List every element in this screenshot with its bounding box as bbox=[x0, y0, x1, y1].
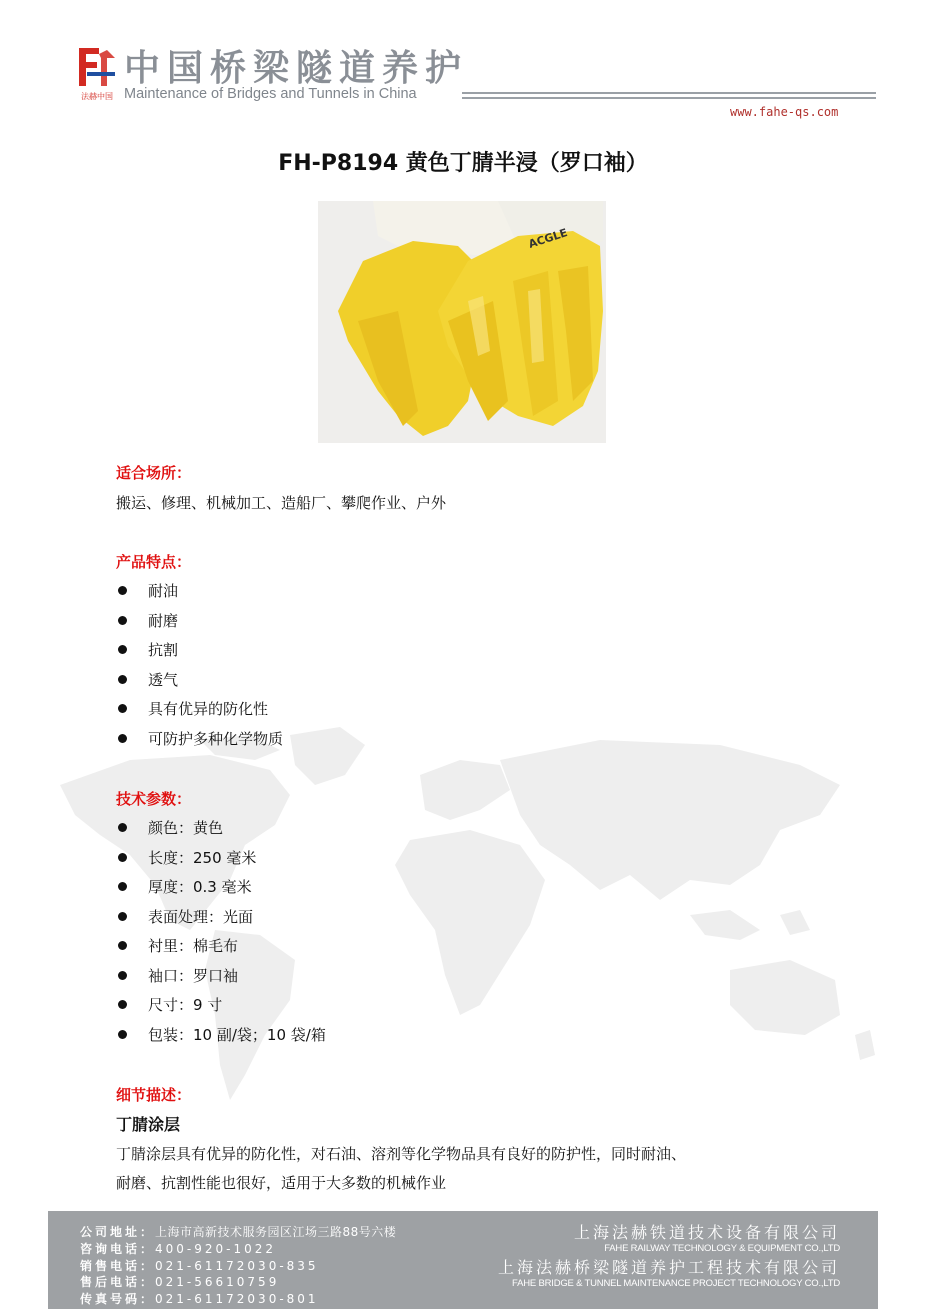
bullet-icon bbox=[118, 882, 127, 891]
product-title: FH-P8194 黄色丁腈半浸（罗口袖） bbox=[278, 151, 648, 176]
spec-item: 长度：250 毫米 bbox=[116, 847, 256, 868]
spec-item: 尺寸：9 寸 bbox=[116, 994, 222, 1015]
features-heading: 产品特点： bbox=[116, 553, 192, 571]
details-text-line1: 丁腈涂层具有优异的防化性，对石油、溶剂等化学物品具有良好的防护性，同时耐油、 bbox=[116, 1145, 687, 1163]
logo-caption: 法赫中国 bbox=[81, 92, 113, 101]
spec-item: 包装：10 副/袋；10 袋/箱 bbox=[116, 1024, 326, 1045]
bullet-icon bbox=[118, 853, 127, 862]
bullet-icon bbox=[118, 941, 127, 950]
feature-item: 抗割 bbox=[116, 639, 178, 660]
spec-item: 厚度：0.3 毫米 bbox=[116, 876, 252, 897]
website-url: www.fahe-qs.com bbox=[730, 105, 839, 119]
specs-heading: 技术参数： bbox=[116, 790, 192, 808]
spec-item: 袖口：罗口袖 bbox=[116, 965, 238, 986]
company2-block bbox=[498, 1255, 840, 1289]
company1-name-cn: 上海法赫铁道技术设备有限公司 bbox=[573, 1223, 840, 1242]
glove-brand-print: ACGLE bbox=[526, 226, 570, 251]
bullet-icon bbox=[118, 912, 127, 921]
feature-item: 可防护多种化学物质 bbox=[116, 728, 283, 749]
bullet-icon bbox=[118, 1030, 127, 1039]
bullet-icon bbox=[118, 734, 127, 743]
bullet-icon bbox=[118, 645, 127, 654]
brand-name-cn: 中国桥梁隧道养护 bbox=[124, 48, 469, 89]
header-rule-top bbox=[462, 92, 876, 94]
contact-footer bbox=[48, 1211, 878, 1309]
company1-block bbox=[574, 1220, 840, 1254]
spec-item: 表面处理：光面 bbox=[116, 906, 253, 927]
bullet-icon bbox=[118, 616, 127, 625]
feature-item: 耐磨 bbox=[116, 610, 178, 631]
company1-name-en: FAHE RAILWAY TECHNOLOGY & EQUIPMENT CO.,LTD bbox=[604, 1243, 840, 1254]
details-heading: 细节描述： bbox=[116, 1086, 192, 1104]
company2-name-cn: 上海法赫桥梁隧道养护工程技术有限公司 bbox=[497, 1258, 840, 1277]
details-subheading: 丁腈涂层 bbox=[116, 1115, 181, 1134]
spec-item: 颜色：黄色 bbox=[116, 817, 223, 838]
product-photo bbox=[318, 201, 606, 443]
brand-name-en: Maintenance of Bridges and Tunnels in China bbox=[124, 86, 417, 102]
suitable-text: 搬运、修理、机械加工、造船厂、攀爬作业、户外 bbox=[116, 494, 447, 512]
company2-name-en: FAHE BRIDGE & TUNNEL MAINTENANCE PROJECT TECHNOLOGY CO.,LTD bbox=[512, 1278, 840, 1289]
bullet-icon bbox=[118, 586, 127, 595]
feature-item: 具有优异的防化性 bbox=[116, 698, 268, 719]
footer-address: 公司地址：上海市高新技术服务园区江场三路88号六楼 bbox=[80, 1225, 397, 1239]
spec-item: 衬里：棉毛布 bbox=[116, 935, 238, 956]
feature-item: 透气 bbox=[116, 669, 178, 690]
bullet-icon bbox=[118, 675, 127, 684]
header-rule-bottom bbox=[462, 97, 876, 99]
fahe-logo bbox=[77, 44, 117, 102]
bullet-icon bbox=[118, 971, 127, 980]
footer-consult-phone: 咨询电话：400-920-1022 bbox=[80, 1242, 277, 1256]
bullet-icon bbox=[118, 823, 127, 832]
bullet-icon bbox=[118, 704, 127, 713]
footer-aftersales-phone: 售后电话：021-56610759 bbox=[80, 1275, 280, 1289]
details-text-line2: 耐磨、抗割性能也很好，适用于大多数的机械作业 bbox=[116, 1174, 447, 1192]
footer-sales-phone: 销售电话：021-61172030-835 bbox=[80, 1259, 319, 1273]
bullet-icon bbox=[118, 1000, 127, 1009]
feature-item: 耐油 bbox=[116, 580, 178, 601]
suitable-heading: 适合场所： bbox=[116, 464, 192, 482]
footer-fax: 传真号码：021-61172030-801 bbox=[80, 1292, 319, 1306]
